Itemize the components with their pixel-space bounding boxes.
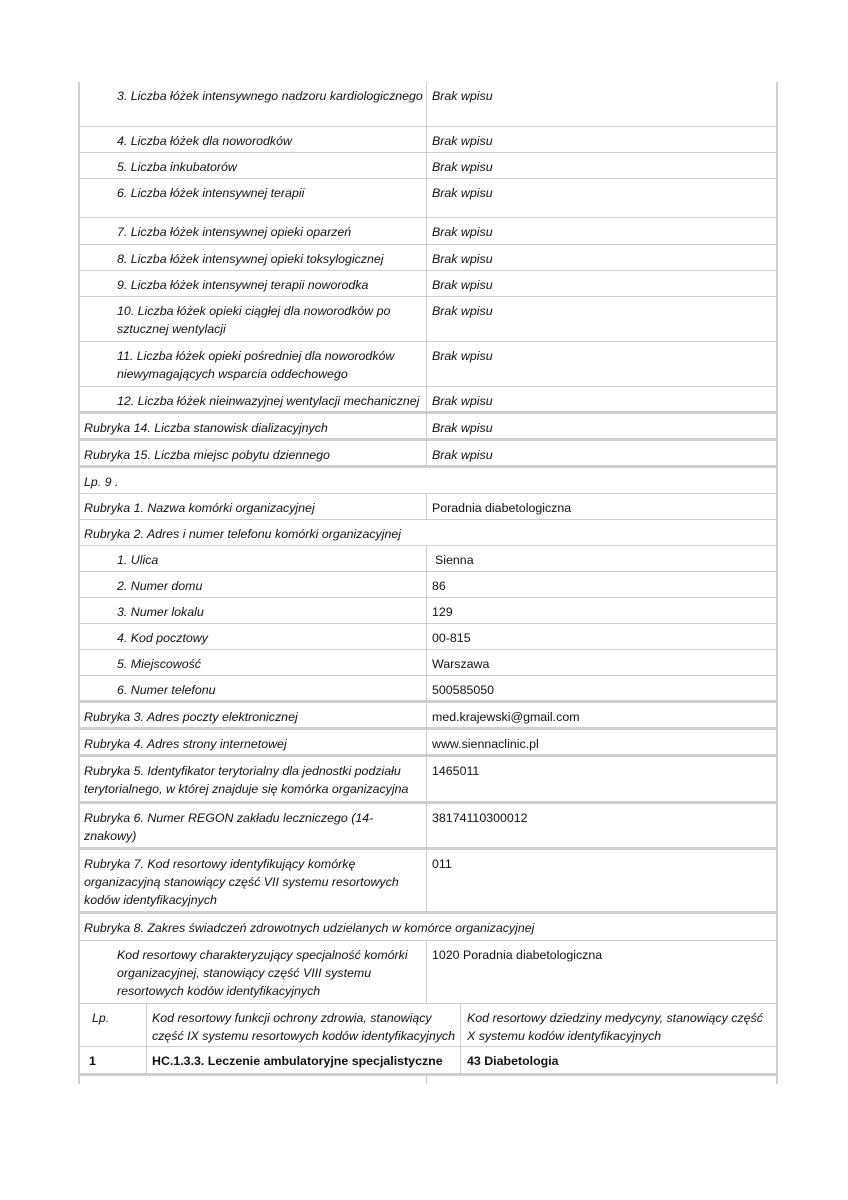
row-label: 7. Liczba łóżek intensywnej opieki oparzeń — [117, 225, 352, 239]
subtable-header-lp: Lp. — [92, 1011, 110, 1025]
table-row — [78, 650, 778, 676]
row-label: Rubryka 15. Liczba miejsc pobytu dziennego — [84, 448, 330, 462]
row-label: 2. Numer domu — [117, 579, 203, 593]
row-value: Poradnia diabetologiczna — [432, 501, 572, 515]
table-row — [78, 179, 778, 218]
row-value: 86 — [432, 579, 446, 593]
row-label: 9. Liczba łóżek intensywnej terapii noworodka — [117, 278, 369, 292]
rubryka-3-row — [78, 703, 778, 730]
row-label: 4. Kod pocztowy — [117, 631, 208, 645]
table-row — [78, 598, 778, 624]
row-value: Brak wpisu — [432, 160, 493, 174]
row-value: 129 — [432, 605, 453, 619]
row-value: Brak wpisu — [432, 349, 493, 363]
rubryka-4-row — [78, 730, 778, 757]
row-value: 1020 Poradnia diabetologiczna — [432, 948, 603, 962]
row-label: 8. Liczba łóżek intensywnej opieki toksylogicznej — [117, 252, 384, 266]
table-row — [78, 82, 778, 127]
table-row — [78, 245, 778, 271]
lp-header-row — [78, 468, 778, 494]
row-value: Brak wpisu — [432, 421, 493, 435]
row-value: Sienna — [435, 553, 474, 567]
table-row — [78, 153, 778, 179]
rubryka-1-row — [78, 494, 778, 520]
row-value: Brak wpisu — [432, 252, 493, 266]
subtable-row — [78, 1047, 778, 1076]
row-value: 00-815 — [432, 631, 471, 645]
row-value: Warszawa — [432, 657, 490, 671]
row-value: Brak wpisu — [432, 278, 493, 292]
row-label: 1. Ulica — [117, 553, 159, 567]
row-value: Brak wpisu — [432, 89, 493, 103]
row-label: 5. Miejscowość — [117, 657, 202, 671]
row-label: Rubryka 6. Numer REGON zakładu leczniczego (14-znakowy) — [84, 811, 374, 843]
table-row — [78, 676, 778, 703]
row-label: Rubryka 1. Nazwa komórki organizacyjnej — [84, 501, 315, 515]
row-label: 6. Liczba łóżek intensywnej terapii — [117, 186, 305, 200]
row-value: 38174110300012 — [432, 811, 528, 825]
table-row — [78, 271, 778, 297]
row-value: www.siennaclinic.pl — [432, 737, 539, 751]
row-value: Brak wpisu — [432, 448, 493, 462]
row-label: 3. Liczba łóżek intensywnego nadzoru kardiologicznego — [117, 89, 423, 103]
row-label: 5. Liczba inkubatorów — [117, 160, 237, 174]
table-row — [78, 127, 778, 153]
table-row — [78, 546, 778, 572]
row-label: Kod resortowy charakteryzujący specjalność komórki organizacyjnej, stanowiący część VIII systemu resortowych kodów identyfikacyjnych — [117, 948, 408, 998]
row-value: 500585050 — [432, 683, 495, 697]
row-label: 12. Liczba łóżek nieinwazyjnej wentylacji mechanicznej — [117, 394, 420, 408]
rubryka-8-header-row — [78, 914, 778, 941]
rubryka-14-row — [78, 414, 778, 441]
rubryka-8-code-row — [78, 941, 778, 1004]
table-row — [78, 218, 778, 245]
table-row — [78, 342, 778, 387]
table-row — [78, 572, 778, 598]
document-table — [78, 82, 778, 1084]
row-label: Rubryka 14. Liczba stanowisk dializacyjnych — [84, 421, 328, 435]
table-end-spacer — [78, 1076, 778, 1084]
row-value: med.krajewski@gmail.com — [432, 710, 580, 724]
row-label: Rubryka 7. Kod resortowy identyfikujący komórkę organizacyjną stanowiący część VII systemu resortowych kodów identyfikacyjnych — [84, 857, 399, 907]
rubryka-2-header-row — [78, 520, 778, 546]
row-label: 10. Liczba łóżek opieki ciągłej dla noworodków po sztucznej wentylacji — [117, 304, 391, 336]
row-label: Rubryka 3. Adres poczty elektronicznej — [84, 710, 298, 724]
subtable-header-domain-code: Kod resortowy dziedziny medycyny, stanowiący część X systemu kodów identyfikacyjnych — [467, 1011, 763, 1043]
rubryka-7-row — [78, 850, 778, 914]
row-label: 6. Numer telefonu — [117, 683, 216, 697]
row-value: Brak wpisu — [432, 394, 493, 408]
row-label: 11. Liczba łóżek opieki pośredniej dla noworodków niewymagających wsparcia oddechowego — [117, 349, 395, 381]
subtable-cell-function-code: HC.1.3.3. Leczenie ambulatoryjne specjalistyczne — [152, 1054, 443, 1068]
row-label: Rubryka 4. Adres strony internetowej — [84, 737, 287, 751]
subtable-cell-lp: 1 — [89, 1054, 96, 1068]
row-value: 011 — [432, 857, 452, 871]
subtable-cell-domain-code: 43 Diabetologia — [467, 1054, 559, 1068]
row-value: Brak wpisu — [432, 134, 493, 148]
row-label: 4. Liczba łóżek dla noworodków — [117, 134, 292, 148]
rubryka-5-row — [78, 757, 778, 804]
subtable-header-row — [78, 1004, 778, 1047]
rubryka-2-header: Rubryka 2. Adres i numer telefonu komórki organizacyjnej — [84, 527, 402, 541]
row-label: 3. Numer lokalu — [117, 605, 204, 619]
rubryka-8-header: Rubryka 8. Zakres świadczeń zdrowotnych udzielanych w komórce organizacyjnej — [84, 921, 535, 935]
table-row — [78, 297, 778, 342]
lp-header: Lp. 9 . — [84, 475, 119, 489]
subtable-header-function-code: Kod resortowy funkcji ochrony zdrowia, stanowiący część IX systemu resortowych kodów identyfikacyjnych — [152, 1011, 455, 1043]
rubryka-15-row — [78, 441, 778, 468]
row-value: Brak wpisu — [432, 225, 493, 239]
row-value: Brak wpisu — [432, 304, 493, 318]
table-row — [78, 624, 778, 650]
row-value: Brak wpisu — [432, 186, 493, 200]
rubryka-6-row — [78, 804, 778, 850]
table-row — [78, 387, 778, 414]
row-label: Rubryka 5. Identyfikator terytorialny dla jednostki podziału terytorialnego, w której znajduje się komórka organizacyjna — [84, 764, 409, 796]
row-value: 1465011 — [432, 764, 480, 778]
